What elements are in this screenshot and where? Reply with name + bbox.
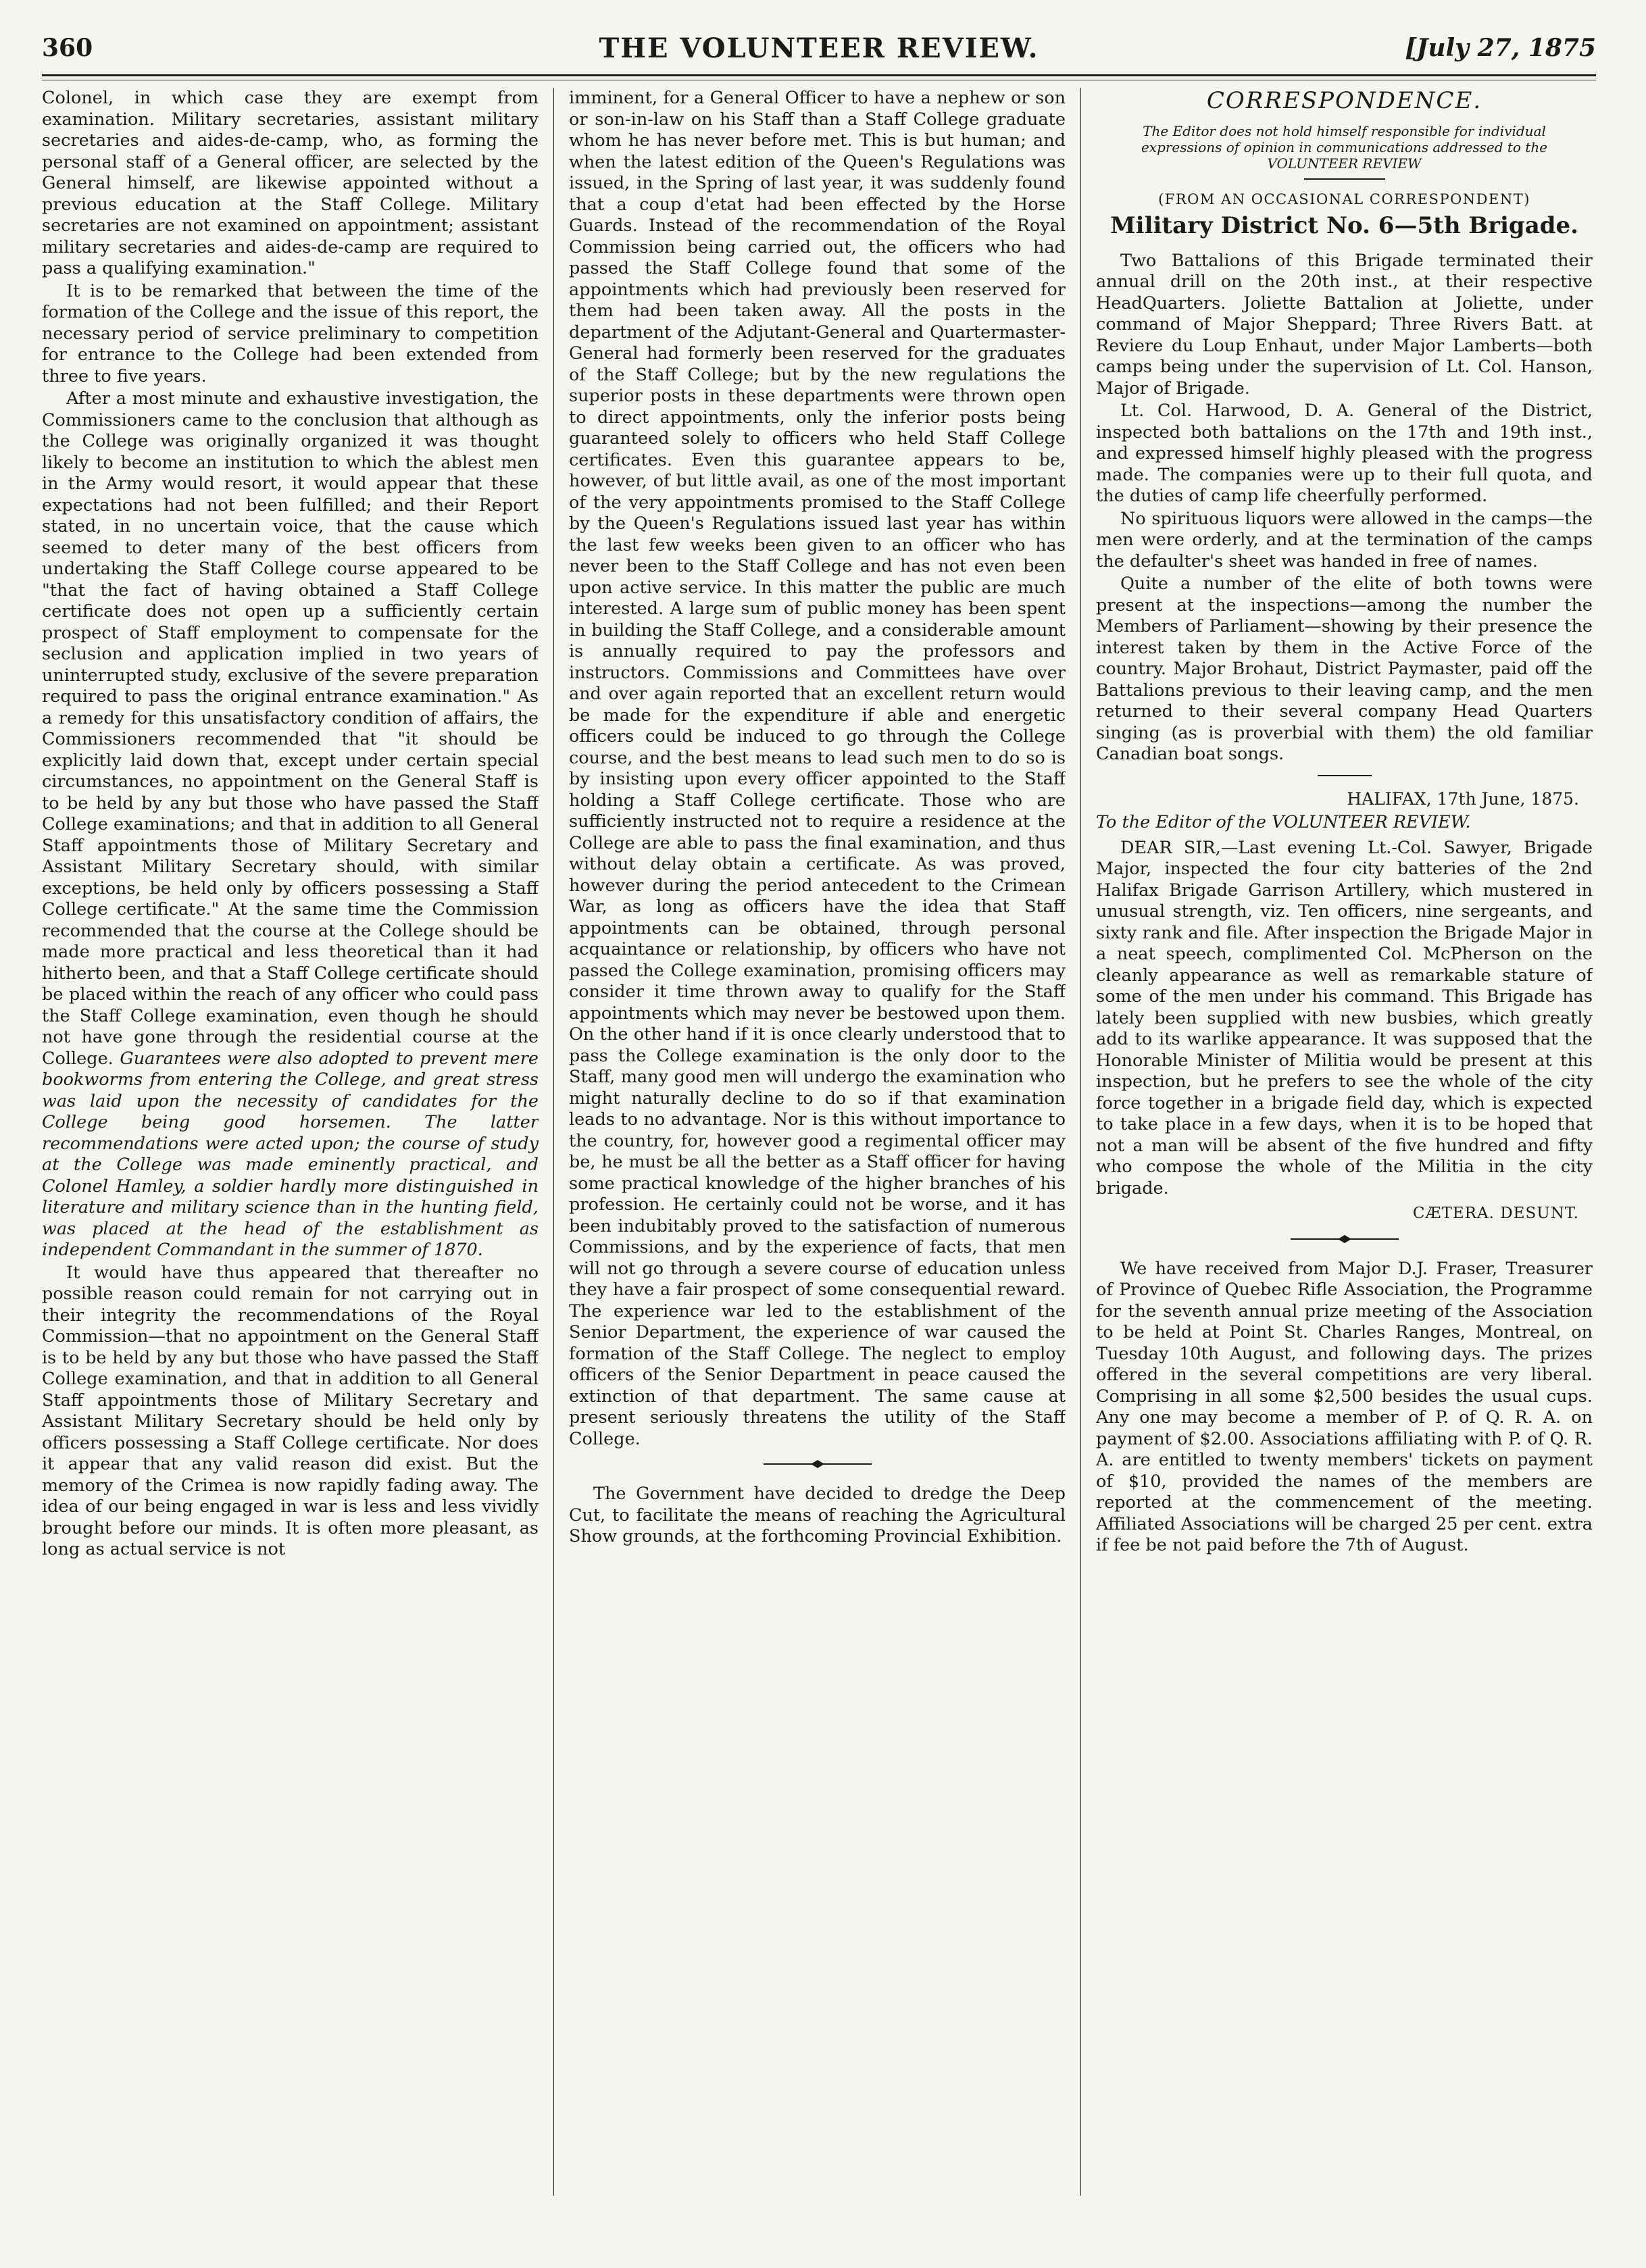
letter-salutation: To the Editor of the VOLUNTEER REVIEW. [1096,812,1471,832]
section-ornament [1096,1234,1593,1244]
news-item: The Government have decided to dredge the Deep Cut, to facilitate the means of reaching the Agricultural Show grounds, at the forthcoming Provincial Exhibition. [569,1484,1066,1546]
divider [1304,178,1385,180]
column-2 [569,88,1066,2209]
article-text: After a most minute and exhaustive investigation, the Commissioners came to the conclusion that although as the College was originally organized it was thought likely to become an institution to which the ablest men in the Army would resort, it would appear that these expectations had not been fulfilled; and their Report stated, in no uncertain voice, that the cause which seemed to deter many of the best officers from undertaking the Staff College course appeared to be "that the fact of having obtained a Staff College certificate does not open up a sufficiently certain prospect of Staff employment to compensate for the seclusion and application implied in two years of uninterrupted study, exclusive of the severe preparation required to pass the original entrance examination." As a remedy for this unsatisfactory condition of affairs, the Commissioners recommended that "it should be explicitly laid down that, except under certain special circumstances, no appointment on the General Staff is to be held by any but those who have passed the Staff College examinations; and that in addition to all General Staff appointments those of Military Secretary and Assistant Military Secretary should, with similar exceptions, be held only by officers possessing a Staff College certificate." At the same time the Commission recommended that the course at the College should be made more practical and less theoretical than it had hitherto been, and that a Staff College certificate should be placed within the reach of any officer who could pass the Staff College examination, even though he should not have gone through the residential course at the College. [42,388,539,1069]
column-3 [1096,88,1593,2209]
page-number: 360 [42,34,93,62]
article-paragraph: It is to be remarked that between the time of the formation of the College and the issue of this report, the necessary period of service preliminary to competition for entrance to the College had been extended from three to five years. [42,280,539,386]
publication-title: THE VOLUNTEER REVIEW. [599,32,1039,64]
issue-date: [July 27, 1875 [1405,34,1596,62]
columns [42,88,1596,2209]
ornament-rule-icon [764,1459,872,1469]
letter-paragraph: Lt. Col. Harwood, D. A. General of the District, inspected both battalions on the 17th and 19th inst., and expressed himself highly pleased with the progress made. The companies were up to their full quota, and the duties of camp life cheerfully performed. [1096,401,1593,506]
newspaper-page [42,27,1596,2209]
letter-paragraph: Quite a number of the elite of both towns were present at the inspections—among the number the Members of Parliament—showing by their presence the interest taken by them in the Active Force of the country. Major Brohaut, District Paymaster, paid off the Battalions previous to their leaving camp, and the men returned to their several company Head Quarters singing (as is proverbial with them) the old familiar Canadian boat songs. [1096,574,1593,764]
divider [1318,775,1372,776]
correspondent-line: (FROM AN OCCASIONAL CORRESPONDENT) [1158,191,1530,207]
letter-dateline: HALIFAX, 17th June, 1875. [1347,788,1579,809]
section-ornament [569,1459,1066,1469]
article-paragraph [42,388,539,1261]
letter-heading: Military District No. 6—5th Brigade. [1110,212,1578,239]
news-item: We have received from Major D.J. Fraser, Treasurer of Province of Quebec Rifle Association, the Programme for the seventh annual prize meeting of the Association to be held at Point St. Charles Ranges, Montreal, on Tuesday 10th August, and following days. The prizes offered in the several competitions are very liberal. Comprising in all some $2,500 besides the usual cups. Any one may become a member of P. of Q. R. A. on payment of $2.00. Associations affiliating with P. of Q. R. A. are entitled to twenty members' tickets on payment of $10, provided the names of the members are reported at the commencement of the meeting. Affiliated Associations will be charged 25 per cent. extra if fee be not paid before the 7th of August. [1096,1258,1593,1555]
editor-disclaimer: The Editor does not hold himself responsible for individual expressions of opinion in communications addressed to the VOLUNTEER REVIEW [1141,122,1548,172]
letter-paragraph: DEAR SIR,—Last evening Lt.-Col. Sawyer, Brigade Major, inspected the four city batteries of the 2nd Halifax Brigade Garrison Artillery, which mustered in unusual strength, viz. Ten officers, nine sergeants, and sixty rank and file. After inspection the Brigade Major in a neat speech, complimented Col. McPherson on the cleanly appearance as well as remarkable stature of some of the men under his command. This Brigade has lately been supplied with new busbies, which greatly add to its warlike appearance. It was supposed that the Honorable Minister of Militia would be present at this inspection, but he prefers to see the whole of the city force together in a brigade field day, which is expected to take place in a few days, when it is to be hoped that not a man will be absent of the five hundred and fifty who compose the whole of the Militia in the city brigade. [1096,837,1593,1199]
ornament-rule-icon [1291,1234,1399,1244]
article-paragraph: It would have thus appeared that thereafter no possible reason could remain for not carrying out in their integrity the recommendations of the Royal Commission—that no appointment on the General Staff is to be held by any but those who have passed the Staff College examination, and that in addition to all General Staff appointments those of Military Secretary and Assistant Military Secretary should be held only by officers possessing a Staff College certificate. Nor does it appear that any valid reason did exist. But the memory of the Crimea is now rapidly fading away. The idea of our being engaged in war is less and less vividly brought before our minds. It is often more pleasant, as long as actual service is not [42,1262,539,1559]
article-paragraph: imminent, for a General Officer to have a nephew or son or son-in-law on his Staff than a Staff College graduate whom he has never before met. This is but human; and when the latest edition of the Queen's Regulations was issued, in the Spring of last year, it was suddenly found that a coup d'etat had been effected by the Horse Guards. Instead of the recommendation of the Royal Commission being carried out, the officers who had passed the Staff College found that some of the appointments which had previously been reserved for them had been taken away. All the posts in the department of the Adjutant-General and Quartermaster-General had formerly been reserved for the graduates of the Staff College; but by the new regulations the superior posts in these departments were thrown open to direct appointments, only the inferior posts being guaranteed solely to officers who held Staff College certificates. Even this guarantee appears to be, however, of but little avail, as one of the most important of the very appointments promised to the Staff College by the Queen's Regulations issued last year has within the last few weeks been given to an officer who has never been to the Staff College and has not even been upon active service. In this matter the public are much interested. A large sum of public money has been spent in building the Staff College, and a considerable amount is annually required to pay the professors and instructors. Commissions and Committees have over and over again reported that an excellent return would be made for the expenditure if able and energetic officers could be induced to go through the College course, and the best means to lead such men to do so is by insisting upon every officer appointed to the Staff holding a Staff College certificate. Those who are sufficiently instructed not to require a residence at the College are able to pass the final examination, and thus without delay obtain a certificate. As was proved, however during the period antecedent to the Crimean War, as long as officers have the idea that Staff appointments can be obtained, through personal acquaintance or relationship, by officers who have not passed the College examination, promising officers may consider it time thrown away to qualify for the Staff appointments which may never be bestowed upon them. On the other hand if it is once clearly understood that to pass the College examination is the only door to the Staff, many good men will undergo the examination who might naturally decline to do so if that examination leads to no advantage. Nor is this without importance to the country, for, however good a regimental officer may be, he must be all the better as a Staff officer for having some practical knowledge of the higher branches of his profession. He certainly could not be worse, and it has been indubitably proved to the satisfaction of numerous Commissions, and by the experience of facts, that men will not go through a severe course of education unless they have a fair prospect of some consequential reward. The experience war led to the establishment of the Senior Department, the experience of war caused the formation of the Staff College. The neglect to employ officers of the Senior Department in peace caused the extinction of that department. The same cause at present seriously threatens the utility of the Staff College. [569,88,1066,1449]
column-1 [42,88,539,2209]
article-italic-text: Guarantees were also adopted to prevent mere bookworms from entering the College, and great stress was laid upon the necessity of candidates for the College being good horsemen. The latter recommendations were acted upon; the course of study at the College was made eminently practical, and Colonel Hamley, a soldier hardly more distinguished in literature and military science than in the hunting field, was placed at the head of the establishment as independent Commandant in the summer of 1870. [42,1048,539,1260]
page-header [42,27,1596,76]
letter-signature: CÆTERA. DESUNT. [1412,1205,1579,1222]
column-separator [1080,88,1081,2196]
section-title: CORRESPONDENCE. [1206,88,1482,114]
letter-paragraph: Two Battalions of this Brigade terminated their annual drill on the 20th inst., at their respective HeadQuarters. Joliette Battalion at Joliette, under command of Major Sheppard; Three Rivers Batt. at Reviere du Loup Enhaut, under Major Lamberts—both camps being under the supervision of Lt. Col. Hanson, Major of Brigade. [1096,250,1593,399]
column-separator [553,88,554,2196]
letter-paragraph: No spirituous liquors were allowed in the camps—the men were orderly, and at the termination of the camps the defaulter's sheet was handed in free of names. [1096,508,1593,572]
article-paragraph: Colonel, in which case they are exempt from examination. Military secretaries, assistant military secretaries and aides-de-camp, who, as forming the personal staff of a General officer, are selected by the General himself, are likewise appointed without a previous education at the Staff College. Military secretaries are not examined on appointment; assistant military secretaries and aides-de-camp are required to pass a qualifying examination." [42,88,539,278]
